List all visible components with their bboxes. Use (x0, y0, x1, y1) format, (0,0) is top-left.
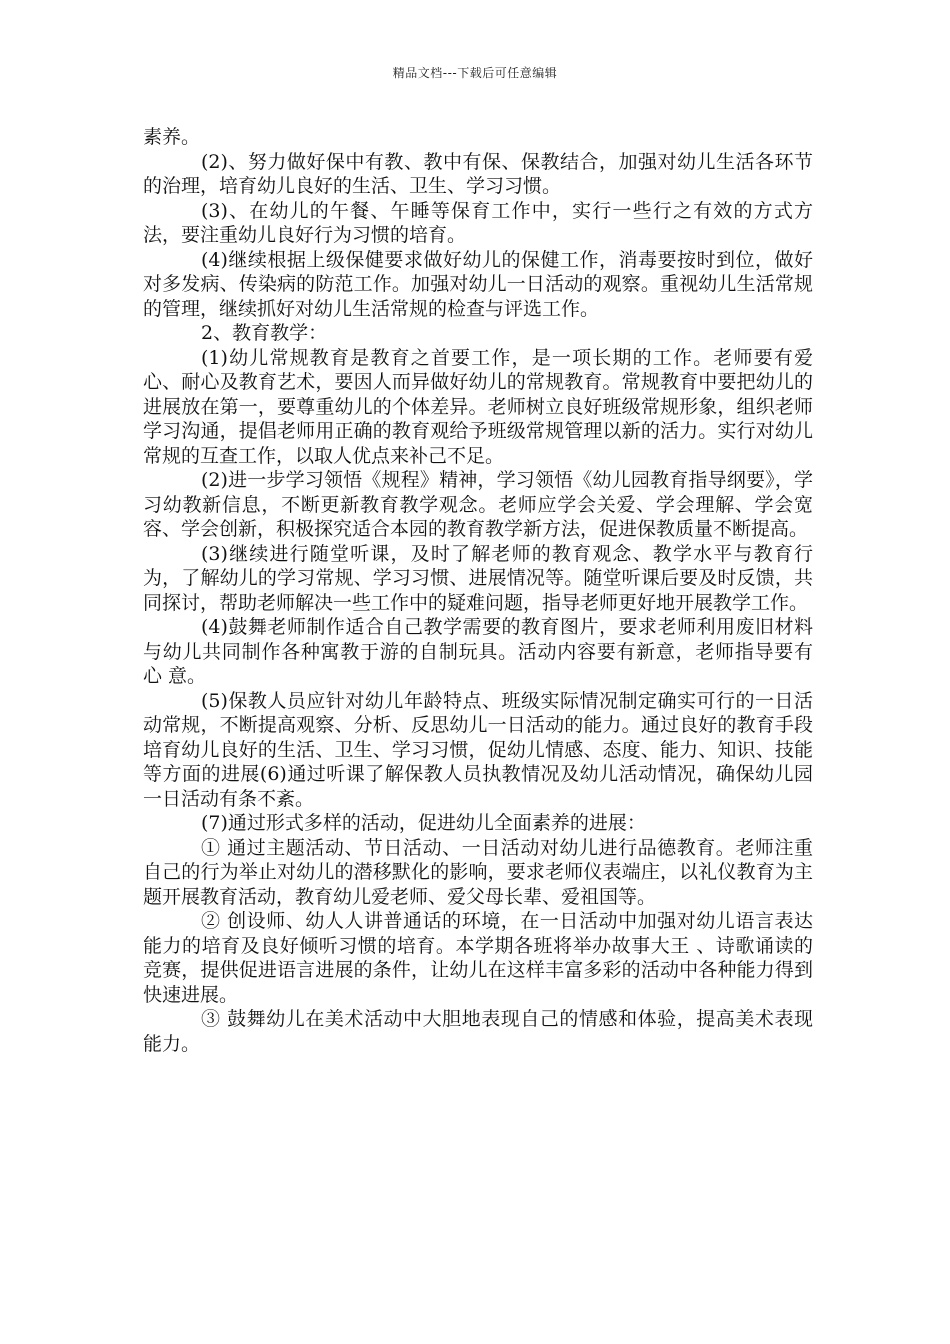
paragraph-edu-1: (1)幼儿常规教育是教育之首要工作，是一项长期的工作。老师要有爱心、耐心及教育艺术，要因人而异做好幼儿的常规教育。常规教育中要把幼儿的进展放在第一，要尊重幼儿的个体差异。老师树立良好班级常规形象，组织老师学习沟通，提倡老师用正确的教育观给予班级常规管理以新的活力。实行对幼儿常规的互查工作，以取人优点来补己不足。 (143, 346, 813, 467)
paragraph-edu-4: (4)鼓舞老师制作适合自己教学需要的教育图片，要求老师利用废旧材料与幼儿共同制作各种寓教于游的自制玩具。活动内容要有新意，老师指导要有 心 意。 (143, 616, 813, 687)
paragraph-edu-7: (7)通过形式多样的活动，促进幼儿全面素养的进展： (201, 812, 646, 834)
paragraph-sub-3: ③ 鼓舞幼儿在美术活动中大胆地表现自己的情感和体验，提高美术表现能力。 (143, 1008, 813, 1055)
paragraph-sub-2: ② 创设师、幼人人讲普通话的环境，在一日活动中加强对幼儿语言表达能力的培育及良好倾听习惯的培育。本学期各班将举办故事大王 、诗歌诵读的竞赛，提供促进语言进展的条件，让幼儿在这样丰富多彩的活动中各种能力得到快速进展。 (143, 910, 813, 1006)
paragraph-continuation: 素养。 (143, 126, 201, 148)
page-header: 精品文档---下载后可任意编辑 (392, 66, 558, 80)
paragraph-item-4: (4)继续根据上级保健要求做好幼儿的保健工作，消毒要按时到位，做好对多发病、传染病的防范工作。加强对幼儿一日活动的观察。重视幼儿生活常规的管理，继续抓好对幼儿生活常规的检查与评选工作。 (143, 248, 813, 320)
paragraph-edu-5-6: (5)保教人员应针对幼儿年龄特点、班级实际情况制定确实可行的一日活动常规，不断提高观察、分析、反思幼儿一日活动的能力。通过良好的教育手段培育幼儿良好的生活、卫生、学习习惯，促幼儿情感、态度、能力、知识、技能等方面的进展(6)通过听课了解保教人员执教情况及幼儿活动情况，确保幼儿园一日活动有条不紊。 (143, 689, 813, 810)
document-body (143, 125, 813, 1056)
paragraph-item-2: (2)、努力做好保中有教、教中有保、保教结合，加强对幼儿生活各环节的治理，培育幼儿良好的生活、卫生、学习习惯。 (143, 150, 813, 197)
paragraph-edu-2: (2)进一步学习领悟《规程》精神，学习领悟《幼儿园教育指导纲要》，学习幼教新信息，不断更新教育教学观念。老师应学会关爱、学会理解、学会宽容、学会创新，积极探究适合本园的教育教学新方法，促进保教质量不断提高。 (143, 469, 813, 540)
paragraph-edu-3: (3)继续进行随堂听课，及时了解老师的教育观念、教学水平与教育行为，了解幼儿的学习常规、学习习惯、进展情况等。随堂听课后要及时反馈，共同探讨，帮助老师解决一些工作中的疑难问题，指导老师更好地开展教学工作。 (143, 542, 813, 614)
paragraph-sub-1: ① 通过主题活动、节日活动、一日活动对幼儿进行品德教育。老师注重自己的行为举止对幼儿的潜移默化的影响，要求老师仪表端庄，以礼仪教育为主题开展教育活动，教育幼儿爱老师、爱父母长辈、爱祖国等。 (143, 836, 813, 908)
paragraph-item-3: (3)、在幼儿的午餐、午睡等保育工作中，实行一些行之有效的方式方法，要注重幼儿良好行为习惯的培育。 (143, 199, 813, 246)
section-heading-education: 2、教育教学： (201, 322, 328, 344)
